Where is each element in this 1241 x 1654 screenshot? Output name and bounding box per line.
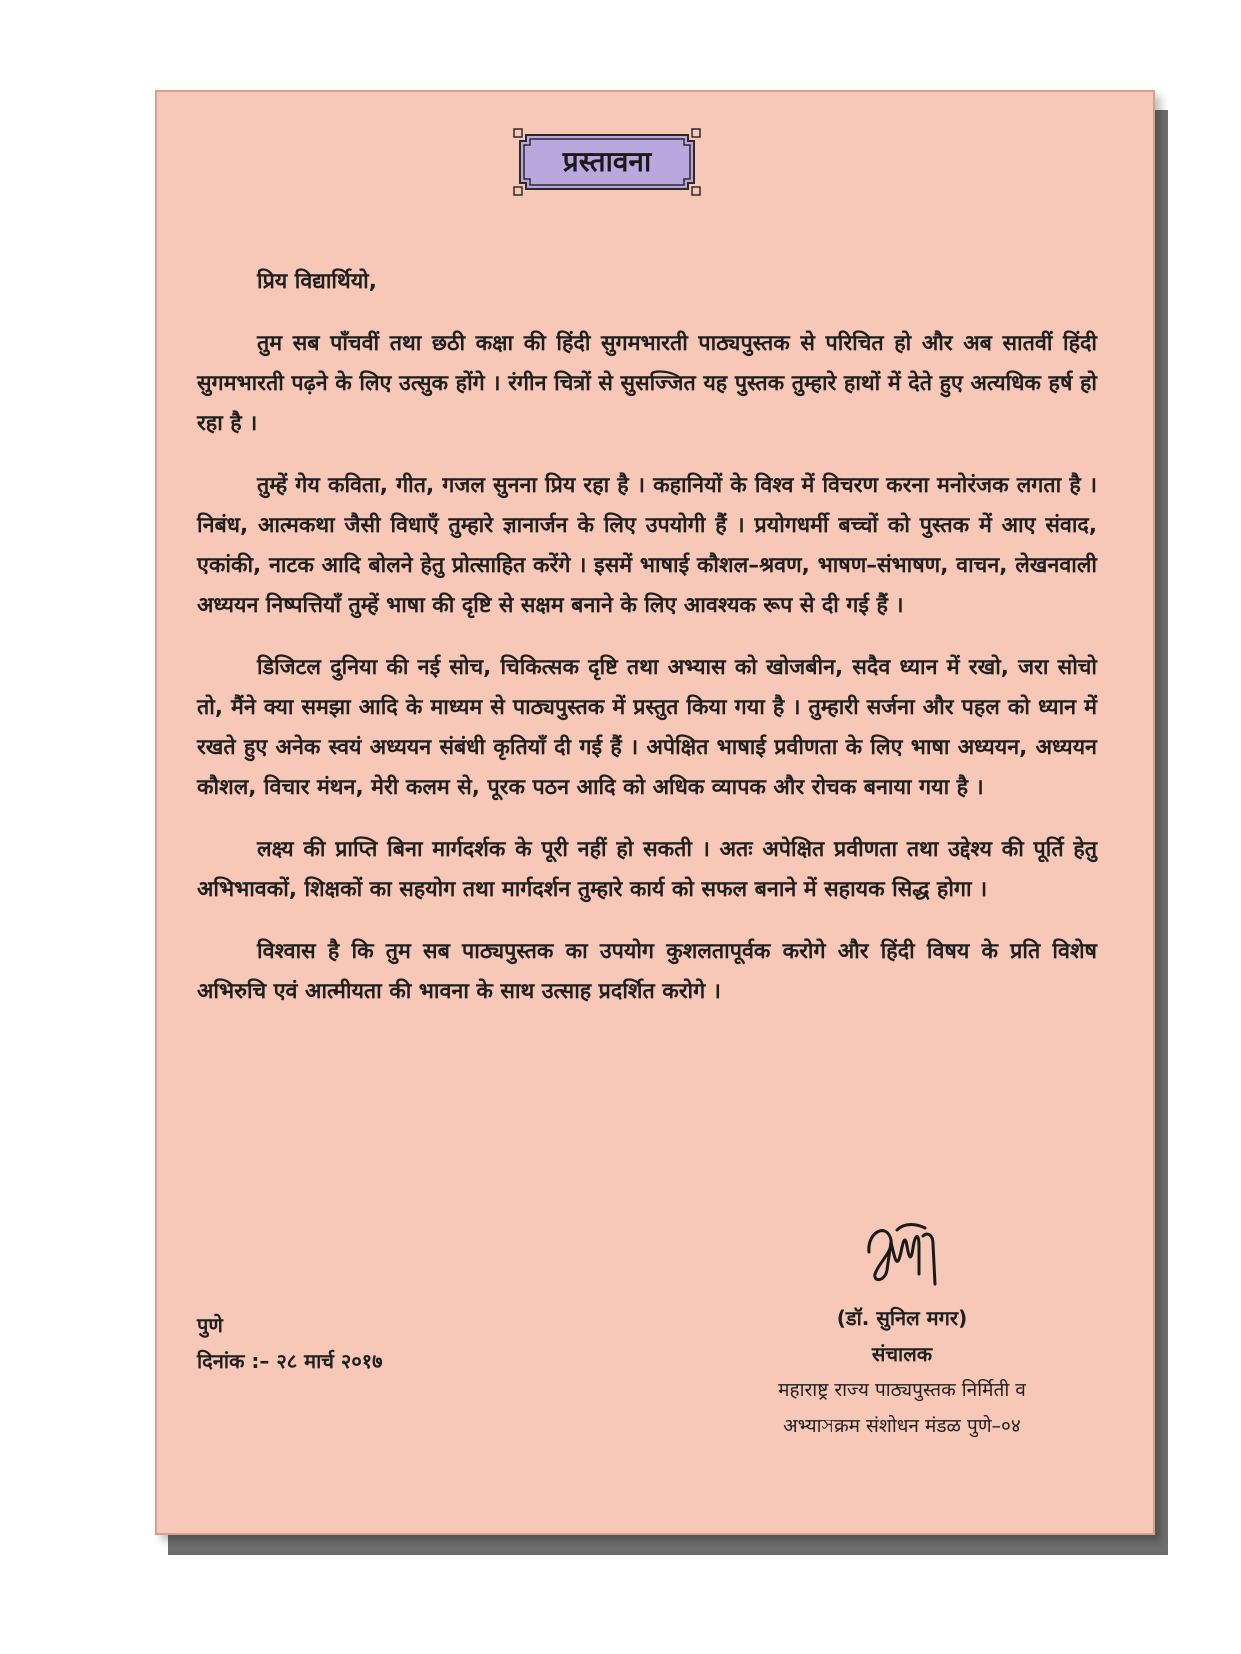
date: दिनांक :– २८ मार्च २०१७ [197,1349,383,1373]
paragraph-2: तुम्हें गेय कविता, गीत, गजल सुनना प्रिय रहा है । कहानियों के विश्व में विचरण करना मनोरंजक लगता है । निबंध, आत्मकथा जैसी विधाएँ तुम्हारे ज्ञानार्जन के लिए उपयोगी हैं । प्रयोगधर्मी बच्चों को पुस्तक में आए संवाद, एकांकी, नाटक आदि बोलने हेतु प्रोत्साहित करेंगे । इसमें भाषाई कौशल–श्रवण, भाषण–संभाषण, वाचन, लेखनवाली अध्ययन निष्पत्तियाँ तुम्हें भाषा की दृष्टि से सक्षम बनाने के लिए आवश्यक रूप से दी गई हैं । [197,473,1097,618]
signature-image [857,1212,947,1292]
salutation: प्रिय विद्यार्थियो, [257,269,377,294]
signatory-name: (डॉ. सुनिल मगर) [836,1306,968,1330]
organization-line-2: अभ्याসक्रम संशोधन मंडळ पुणे–०४ [783,1415,1021,1437]
paragraph-4: लक्ष्य की प्राप्ति बिना मार्गदर्शक के पूरी नहीं हो सकती । अतः अपेक्षित प्रवीणता तथा उद्देश्य की पूर्ति हेतु अभिभावकों, शिक्षकों का सहयोग तथा मार्गदर्शन तुम्हारे कार्य को सफल बनाने में सहायक सिद्ध होगा । [197,837,1097,902]
designation: संचालक [871,1342,933,1366]
letter-body [197,262,1097,1034]
place: पुणे [197,1313,223,1337]
title-badge [512,127,702,197]
page-title: प्रस्तावना [562,145,652,178]
organization-line-1: महाराष्ट्र राज्य पाठ्यपुस्तक निर्मिती व [778,1379,1026,1401]
paragraph-5: विश्वास है कि तुम सब पाठ्यपुस्तक का उपयोग कुशलतापूर्वक करोगे और हिंदी विषय के प्रति विशेष अभिरुचि एवं आत्मीयता की भावना के साथ उत्साह प्रदर्शित करोगे । [197,939,1097,1004]
paragraph-1: तुम सब पाँचवीं तथा छठी कक्षा की हिंदी सुगमभारती पाठ्यपुस्तक से परिचित हो और अब सातवीं हिंदी सुगमभारती पढ़ने के लिए उत्सुक होंगे । रंगीन चित्रों से सुसज्जित यह पुस्तक तुम्हारे हाथों में देते हुए अत्यधिक हर्ष हो रहा है । [197,331,1097,436]
preface-card [155,90,1155,1535]
place-date-block [197,1307,383,1379]
paragraph-3: डिजिटल दुनिया की नई सोच, चिकित्सक दृष्टि तथा अभ्यास को खोजबीन, सदैव ध्यान में रखो, जरा सोचो तो, मैंने क्या समझा आदि के माध्यम से पाठ्यपुस्तक में प्रस्तुत किया गया है । तुम्हारी सर्जना और पहल को ध्यान में रखते हुए अनेक स्वयं अध्ययन संबंधी कृतियाँ दी गई हैं । अपेक्षित भाषाई प्रवीणता के लिए भाषा अध्ययन, अध्ययन कौशल, विचार मंथन, मेरी कलम से, पूरक पठन आदि को अधिक व्यापक और रोचक बनाया गया है । [197,655,1097,800]
signatory-block [692,1212,1112,1444]
